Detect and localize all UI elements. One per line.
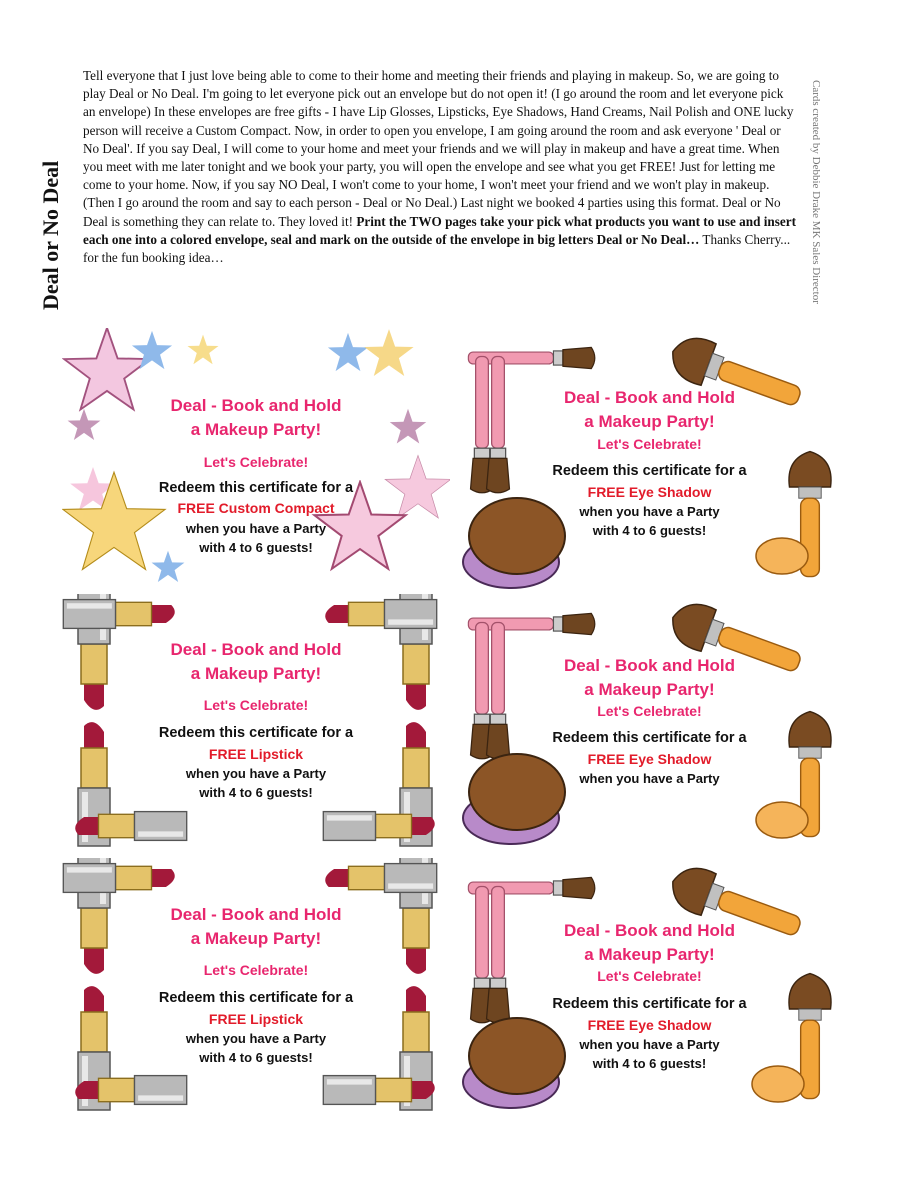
certificate-card-lipstick bbox=[62, 858, 450, 1114]
card-guests: with 4 to 6 guests! bbox=[592, 523, 707, 538]
card-gift: FREE Custom Compact bbox=[177, 500, 335, 516]
card-title-line1: Deal - Book and Hold bbox=[170, 905, 342, 924]
card-celebrate: Let's Celebrate! bbox=[597, 703, 702, 719]
makeup-brush-decoration bbox=[452, 594, 847, 849]
card-title-line1: Deal - Book and Hold bbox=[564, 921, 735, 940]
card-guests: with 4 to 6 guests! bbox=[199, 1050, 313, 1065]
card-party: when you have a Party bbox=[579, 771, 720, 786]
card-gift: FREE Lipstick bbox=[208, 1011, 304, 1027]
card-title-line2: a Makeup Party! bbox=[584, 680, 715, 699]
card-title-line2: a Makeup Party! bbox=[190, 929, 322, 948]
makeup-brush-decoration bbox=[452, 328, 847, 590]
card-party: when you have a Party bbox=[185, 766, 327, 781]
card-redeem: Redeem this certificate for a bbox=[158, 480, 354, 496]
card-guests: with 4 to 6 guests! bbox=[592, 1056, 707, 1071]
card-title-line2: a Makeup Party! bbox=[190, 420, 322, 439]
card-title-line2: a Makeup Party! bbox=[190, 664, 322, 683]
card-celebrate: Let's Celebrate! bbox=[597, 968, 702, 984]
lipstick-decoration bbox=[62, 858, 450, 1114]
card-celebrate: Let's Celebrate! bbox=[203, 454, 309, 470]
intro-bold-text: Print the TWO pages take your pick what products you want to use and insert each one into a colored envelope, seal and mark on the outside of the envelope in big letters Deal or No Deal… bbox=[83, 213, 796, 247]
card-celebrate: Let's Celebrate! bbox=[597, 436, 702, 452]
certificate-card-custom-compact bbox=[62, 328, 450, 590]
card-redeem: Redeem this certificate for a bbox=[158, 725, 354, 741]
card-gift: FREE Eye Shadow bbox=[587, 484, 712, 500]
side-credit: Cards created by Debbie Drake MK Sales Director bbox=[810, 80, 822, 304]
card-guests: with 4 to 6 guests! bbox=[199, 540, 313, 555]
card-redeem: Redeem this certificate for a bbox=[552, 730, 747, 746]
card-party: when you have a Party bbox=[579, 504, 720, 519]
makeup-brush-decoration bbox=[452, 858, 847, 1114]
certificate-card-eye-shadow bbox=[452, 594, 847, 849]
card-redeem: Redeem this certificate for a bbox=[552, 463, 747, 479]
card-guests: with 4 to 6 guests! bbox=[199, 785, 313, 800]
card-title-line2: a Makeup Party! bbox=[584, 945, 715, 964]
intro-closing: Thanks Cherry... for the fun booking idea… bbox=[83, 231, 791, 266]
card-celebrate: Let's Celebrate! bbox=[203, 697, 309, 713]
side-title: Deal or No Deal bbox=[38, 160, 63, 310]
card-redeem: Redeem this certificate for a bbox=[158, 990, 354, 1006]
intro-text: Tell everyone that I just love being able to come to their home and meeting their friends and playing in makeup. So, we are going to play Deal or No Deal. I'm going to let everyone pick out an envelope but do not open it! (I go around the room and let everyone pick an envelope) In these envelopes are free gifts - I have Lip Glosses, Lipsticks, Eye Shadows, Hand Creams, Nail Polish and ONE lucky person will receive a Custom Compact. Now, in order to open you envelope, I am going around the room and ask everyone ' Deal or No Deal'. If you say Deal, I will come to your home and meet your friends and we will play in makeup and have a great time. When you meet with me later tonight and we book your party, you will open the envelope and see what you get FREE! Just for letting me come to your home. Now, if you say NO Deal, I won't come to your home, I won't meet your friend and we won't play in makeup. (Then I go around the room and say to each person - Deal or No Deal.) Last night we booked 4 parties using this format. Deal or No Deal is something they can relate to. They loved it! bbox=[83, 68, 794, 229]
card-title-line2: a Makeup Party! bbox=[584, 412, 715, 431]
card-title-line1: Deal - Book and Hold bbox=[564, 656, 735, 675]
card-party: when you have a Party bbox=[185, 521, 327, 536]
lipstick-decoration bbox=[62, 594, 450, 849]
intro-paragraph bbox=[83, 67, 798, 267]
certificate-card-eye-shadow bbox=[452, 328, 847, 590]
card-gift: FREE Eye Shadow bbox=[587, 1017, 712, 1033]
card-redeem: Redeem this certificate for a bbox=[552, 996, 747, 1012]
certificate-card-eye-shadow bbox=[452, 858, 847, 1114]
card-party: when you have a Party bbox=[185, 1031, 327, 1046]
card-title-line1: Deal - Book and Hold bbox=[564, 388, 735, 407]
card-celebrate: Let's Celebrate! bbox=[203, 962, 309, 978]
card-party: when you have a Party bbox=[579, 1037, 720, 1052]
card-title-line1: Deal - Book and Hold bbox=[170, 396, 342, 415]
certificate-card-lipstick bbox=[62, 594, 450, 849]
card-title-line1: Deal - Book and Hold bbox=[170, 640, 342, 659]
card-gift: FREE Lipstick bbox=[208, 746, 304, 762]
card-gift: FREE Eye Shadow bbox=[587, 751, 712, 767]
